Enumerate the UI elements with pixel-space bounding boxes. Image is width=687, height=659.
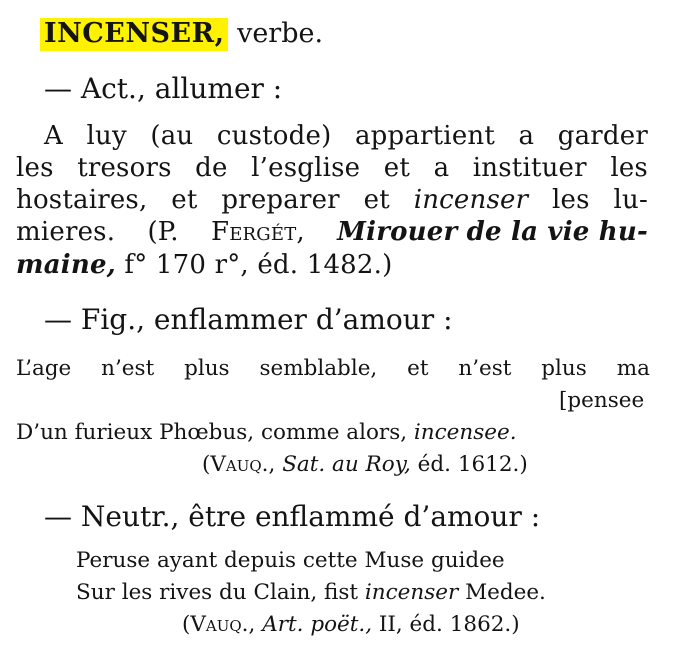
citation-title: Art. poët.,: [262, 612, 373, 637]
citation-rest: f° 170 r°, éd. 1482.): [124, 250, 393, 280]
quote-line-3: [16, 185, 648, 215]
verse-word: ma: [616, 356, 650, 381]
quote-line-4: [16, 217, 648, 247]
part-of-speech: verbe.: [237, 18, 324, 49]
quote-line-2: [16, 153, 648, 183]
verse-line-4: [76, 580, 546, 605]
citation-open: (P.: [147, 217, 179, 247]
citation-rest: II, éd. 1862.): [378, 612, 520, 637]
citation-rest: éd. 1612.): [417, 452, 528, 477]
quote-word-emphasis: incenser: [413, 185, 529, 215]
quote-word: et: [363, 185, 390, 215]
sense-heading-neuter: — Neutr., être enflammé d’amour :: [44, 500, 541, 533]
verse-emphasis: incensee.: [413, 420, 517, 445]
quote-word: les: [552, 185, 590, 215]
verse-line-2: [16, 420, 517, 445]
quote-word: tresors: [77, 153, 172, 183]
quote-word: hostaires,: [16, 185, 148, 215]
quote-word: a: [433, 153, 450, 183]
verse-line-3: Peruse ayant depuis cette Muse guidee: [76, 548, 505, 573]
verse-text: D’un furieux Phœbus, comme alors,: [16, 420, 408, 445]
verse-word: n’est: [101, 356, 155, 381]
verse-word: plus: [184, 356, 230, 381]
sense-heading-figurative: — Fig., enflammer d’amour :: [44, 303, 453, 336]
quote-word: custode): [216, 121, 332, 151]
quote-word: les: [16, 153, 54, 183]
citation-title: Mirouer de la vie hu-: [337, 217, 648, 247]
verse-word: et: [407, 356, 429, 381]
quote-word: mieres.: [16, 217, 116, 247]
quote-word: de: [195, 153, 228, 183]
verse-emphasis: incenser: [364, 580, 459, 605]
verse-citation: [202, 452, 528, 477]
quote-word: les: [610, 153, 648, 183]
verse-word: n’est: [458, 356, 512, 381]
verse-line-1-continuation: [pensee: [559, 388, 645, 413]
verse-text: Medee.: [465, 580, 546, 605]
quote-word: appartient: [354, 121, 495, 151]
citation-title: Sat. au Roy,: [282, 452, 411, 477]
quote-word: A: [44, 121, 63, 151]
quote-word: et: [383, 153, 411, 183]
sense-heading-active: — Act., allumer :: [44, 72, 283, 105]
quote-word: garder: [557, 121, 648, 151]
verse-word: semblable,: [259, 356, 378, 381]
citation-author: (Vauq.,: [202, 452, 276, 477]
headword: INCENSER,: [40, 18, 228, 51]
quote-word: preparer: [221, 185, 340, 215]
quote-word: (au: [150, 121, 194, 151]
quote-word: a: [518, 121, 535, 151]
quote-word: l’esglise: [251, 153, 361, 183]
entry-headline: [44, 18, 323, 49]
quote-line-1: [44, 121, 648, 151]
quote-word: et: [171, 185, 198, 215]
verse-citation-2: [182, 612, 520, 637]
citation-author: Fergét,: [210, 217, 305, 247]
verse-line-1: [16, 356, 650, 381]
quote-word: instituer: [472, 153, 587, 183]
citation-title-cont: maine,: [16, 250, 116, 280]
quote-line-5: [16, 250, 392, 280]
verse-text: Sur les rives du Clain, fist: [76, 580, 359, 605]
verse-word: L’age: [16, 356, 72, 381]
quote-word: luy: [86, 121, 127, 151]
citation-author: (Vauq.,: [182, 612, 256, 637]
verse-word: plus: [541, 356, 587, 381]
quote-word: lu-: [613, 185, 648, 215]
